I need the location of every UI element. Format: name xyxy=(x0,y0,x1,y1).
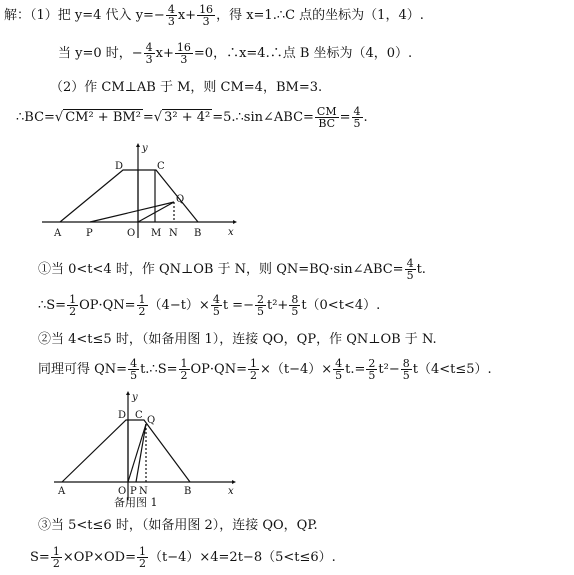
fraction: $\frac{4}{5}$ xyxy=(406,257,414,282)
fraction: $\frac{1}{2}$ xyxy=(138,293,146,318)
fraction: $\frac{8}{5}$ xyxy=(291,293,299,318)
fig1-label-d: D xyxy=(115,161,124,172)
fig2-caption: 备用图 1 xyxy=(114,496,158,509)
fig1-y-label: y xyxy=(142,143,148,154)
fraction: $\frac{4}{5}$ xyxy=(212,293,220,318)
fig1-label-a: A xyxy=(54,228,62,239)
case2-line1: ②当 4<t≤5 时，（如备用图 1），连接 QO，QP，作 QN⊥OB 于 N. xyxy=(38,332,437,347)
fig2-y-label: y xyxy=(132,392,138,403)
case3-line1: ③当 5<t≤6 时，（如备用图 2），连接 QO，QP. xyxy=(38,518,318,533)
case1-line2: ∴S= $\frac{1}{2}$ OP·QN= $\frac{1}{2}$ （4−t）× $\frac{4}{5}$ t =− $\frac{2}{5}$ t²+ $\frac{8}{5}$ t（0<t<4）. xyxy=(38,293,381,318)
figure-2 xyxy=(50,390,240,510)
fraction: $\frac{1}{2}$ xyxy=(52,545,60,570)
y-arrow xyxy=(136,143,140,147)
fig2-label-c: C xyxy=(135,410,143,421)
fraction: $\frac{4}{5}$ xyxy=(130,357,138,382)
fraction: $\frac{8}{5}$ xyxy=(402,357,410,382)
case3-line2: S= $\frac{1}{2}$ ×OP×OD= $\frac{1}{2}$ （t−4）×4=2t−8（5<t≤6）. xyxy=(30,545,336,570)
case1-line1: ①当 0<t<4 时，作 QN⊥OB 于 N，则 QN=BQ·sin∠ABC= $\frac{4}{5}$ t. xyxy=(38,257,426,282)
figure-1 xyxy=(38,142,238,242)
fig2-x-label: x xyxy=(228,486,234,497)
fraction: $\frac{CM}{BC}$ xyxy=(316,105,337,130)
fig2-label-p: P xyxy=(130,486,137,497)
fig2-label-b: B xyxy=(184,486,192,497)
fraction: $\frac{2}{5}$ xyxy=(368,357,376,382)
fig2-label-n: N xyxy=(139,486,148,497)
fig1-label-b: B xyxy=(194,228,202,239)
solution-label: 解： xyxy=(4,8,31,23)
fig2-label-d: D xyxy=(118,410,127,421)
x-arrow xyxy=(232,480,236,484)
y-arrow xyxy=(126,391,130,395)
part1-line2: 当 y=0 时，− $\frac{4}{3}$ x+ $\frac{16}{3}$ =0，∴x=4.∴点 B 坐标为（4，0）. xyxy=(58,41,413,66)
fig1-label-o: O xyxy=(127,228,136,239)
segment-oq xyxy=(138,202,174,222)
fraction: $\frac{1}{2}$ xyxy=(69,293,77,318)
fraction: $\frac{16}{3}$ xyxy=(176,41,191,66)
fig1-label-m: M xyxy=(151,228,162,239)
x-arrow xyxy=(233,220,237,224)
fig2-label-o: O xyxy=(118,486,127,497)
fig1-label-p: P xyxy=(86,228,93,239)
fig1-x-label: x xyxy=(228,227,234,238)
fig1-label-c: C xyxy=(157,161,165,172)
part2-line2: ∴BC=√ CM² + BM² =√ 3² + 4² =5.∴sin∠ABC= $\frac{CM}{BC}$ = $\frac{4}{5}$ . xyxy=(16,105,368,130)
fig1-label-n: N xyxy=(169,228,178,239)
fig2-label-a: A xyxy=(58,486,66,497)
fraction: $\frac{16}{3}$ xyxy=(199,3,214,28)
fraction: $\frac{1}{2}$ xyxy=(180,357,188,382)
part1-line1: 解：（1）把 y=4 代入 y=− $\frac{4}{3}$ x+ $\frac{16}{3}$ ，得 x=1.∴C 点的坐标为（1，4）. xyxy=(4,3,424,28)
trapezoid-outline xyxy=(62,420,190,482)
fraction: $\frac{4}{5}$ xyxy=(353,105,361,130)
fraction: $\frac{4}{3}$ xyxy=(167,3,175,28)
fraction: $\frac{4}{5}$ xyxy=(335,357,343,382)
fig1-label-q: Q xyxy=(176,194,185,205)
case2-line2: 同理可得 QN= $\frac{4}{5}$ t.∴S= $\frac{1}{2}$ OP·QN= $\frac{1}{2}$ ×（t−4）× $\frac{4}{5}$ t.= $\frac{2}{5}$ t²− $\frac{8}{5}$ t（4<t≤5）. xyxy=(38,357,492,382)
fig2-label-q: Q xyxy=(147,415,156,426)
segment-pq xyxy=(90,202,174,222)
fraction: $\frac{1}{2}$ xyxy=(138,545,146,570)
part2-line1: （2）作 CM⊥AB 于 M，则 CM=4，BM=3. xyxy=(50,80,323,95)
fraction: $\frac{4}{3}$ xyxy=(145,41,153,66)
fraction: $\frac{1}{2}$ xyxy=(249,357,257,382)
fraction: $\frac{2}{5}$ xyxy=(256,293,264,318)
